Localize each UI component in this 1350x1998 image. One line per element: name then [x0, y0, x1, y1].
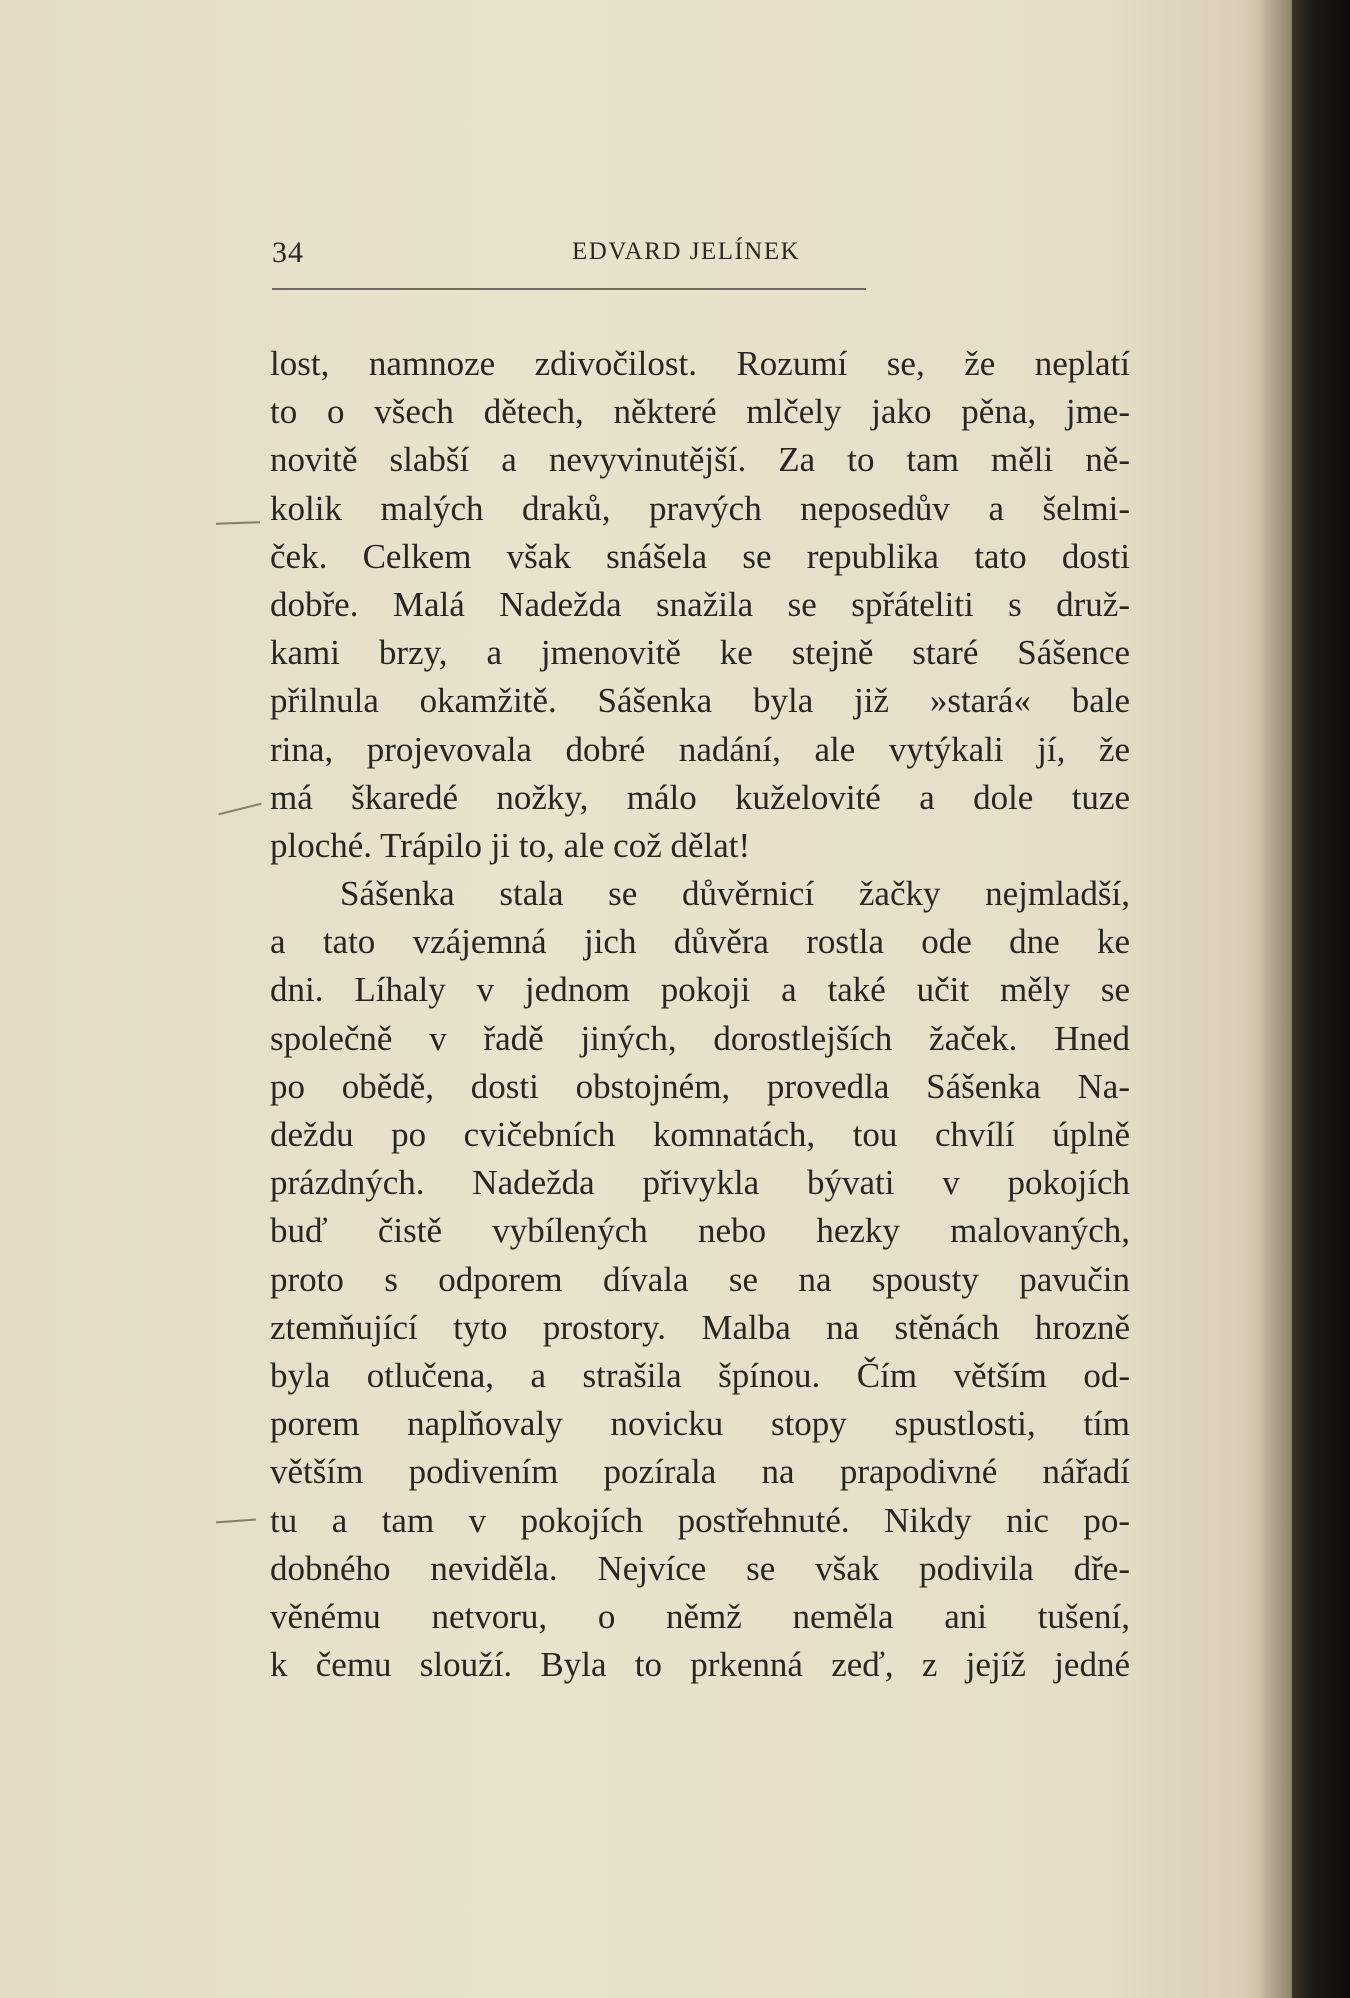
text-line: tu a tam v pokojích postřehnuté. Nikdy nic po- — [270, 1500, 1130, 1540]
text-line: věnému netvoru, o němž neměla ani tušení, — [270, 1596, 1130, 1636]
running-head — [272, 236, 866, 276]
header-rule — [272, 288, 866, 290]
text-line: deždu po cvičebních komnatách, tou chvílí úplně — [270, 1115, 1130, 1154]
text-line: společně v řadě jiných, dorostlejších žaček. Hned — [270, 1018, 1130, 1058]
text-line: proto s odporem dívala se na spousty pavučin — [270, 1259, 1130, 1299]
text-line: kolik malých draků, pravých neposedův a šelmi- — [270, 488, 1130, 528]
running-head-title: EDVARD JELÍNEK — [572, 238, 801, 265]
text-line: kami brzy, a jmenovitě ke stejně staré Sášence — [270, 633, 1130, 673]
text-line: porem naplňovaly novicku stopy spustlosti, tím — [270, 1404, 1130, 1444]
margin-pencil-mark — [218, 803, 261, 816]
text-line: buď čistě vybílených nebo hezky malovaných, — [270, 1211, 1130, 1251]
binding-shadow — [1258, 0, 1292, 1998]
text-line: k čemu slouží. Byla to prkenná zeď, z jejíž jedné — [270, 1645, 1130, 1685]
text-line: novitě slabší a nevyvinutější. Za to tam měli ně- — [270, 440, 1130, 480]
text-line: větším podivením pozírala na prapodivné nářadí — [270, 1452, 1130, 1492]
text-line: Sášenka stala se důvěrnicí žačky nejmladší, — [340, 874, 1130, 914]
text-line: lost, namnoze zdivočilost. Rozumí se, že neplatí — [270, 344, 1130, 383]
text-line: ček. Celkem však snášela se republika tato dosti — [270, 536, 1130, 576]
text-line: dni. Líhaly v jednom pokoji a také učit měly se — [270, 970, 1130, 1010]
text-line: byla otlučena, a strašila špínou. Čím větším od- — [270, 1355, 1130, 1395]
text-line: po obědě, dosti obstojném, provedla Sášenka Na- — [270, 1066, 1130, 1106]
text-line: to o všech dětech, některé mlčely jako pěna, jme- — [270, 392, 1130, 432]
text-line: dobného neviděla. Nejvíce se však podivila dře- — [270, 1548, 1130, 1588]
text-line: prázdných. Nadežda přivykla bývati v pokojích — [270, 1163, 1130, 1203]
text-line: rina, projevovala dobré nadání, ale vytýkali jí, že — [270, 729, 1130, 769]
page-number: 34 — [272, 236, 304, 269]
text-line: ztemňující tyto prostory. Malba na stěnách hrozně — [270, 1307, 1130, 1347]
margin-pencil-mark — [216, 521, 260, 525]
text-line: přilnula okamžitě. Sášenka byla již »stará« bale — [270, 681, 1130, 721]
text-line: a tato vzájemná jich důvěra rostla ode dne ke — [270, 922, 1130, 962]
text-line: ploché. Trápilo ji to, ale což dělat! — [270, 825, 751, 865]
text-line: má škaredé nožky, málo kuželovité a dole tuze — [270, 777, 1130, 817]
book-spine-shadow — [1292, 0, 1350, 1998]
text-line: dobře. Malá Nadežda snažila se spřáteliti s druž- — [270, 584, 1130, 624]
body-text — [270, 340, 1130, 1689]
margin-pencil-mark — [216, 1519, 256, 1524]
